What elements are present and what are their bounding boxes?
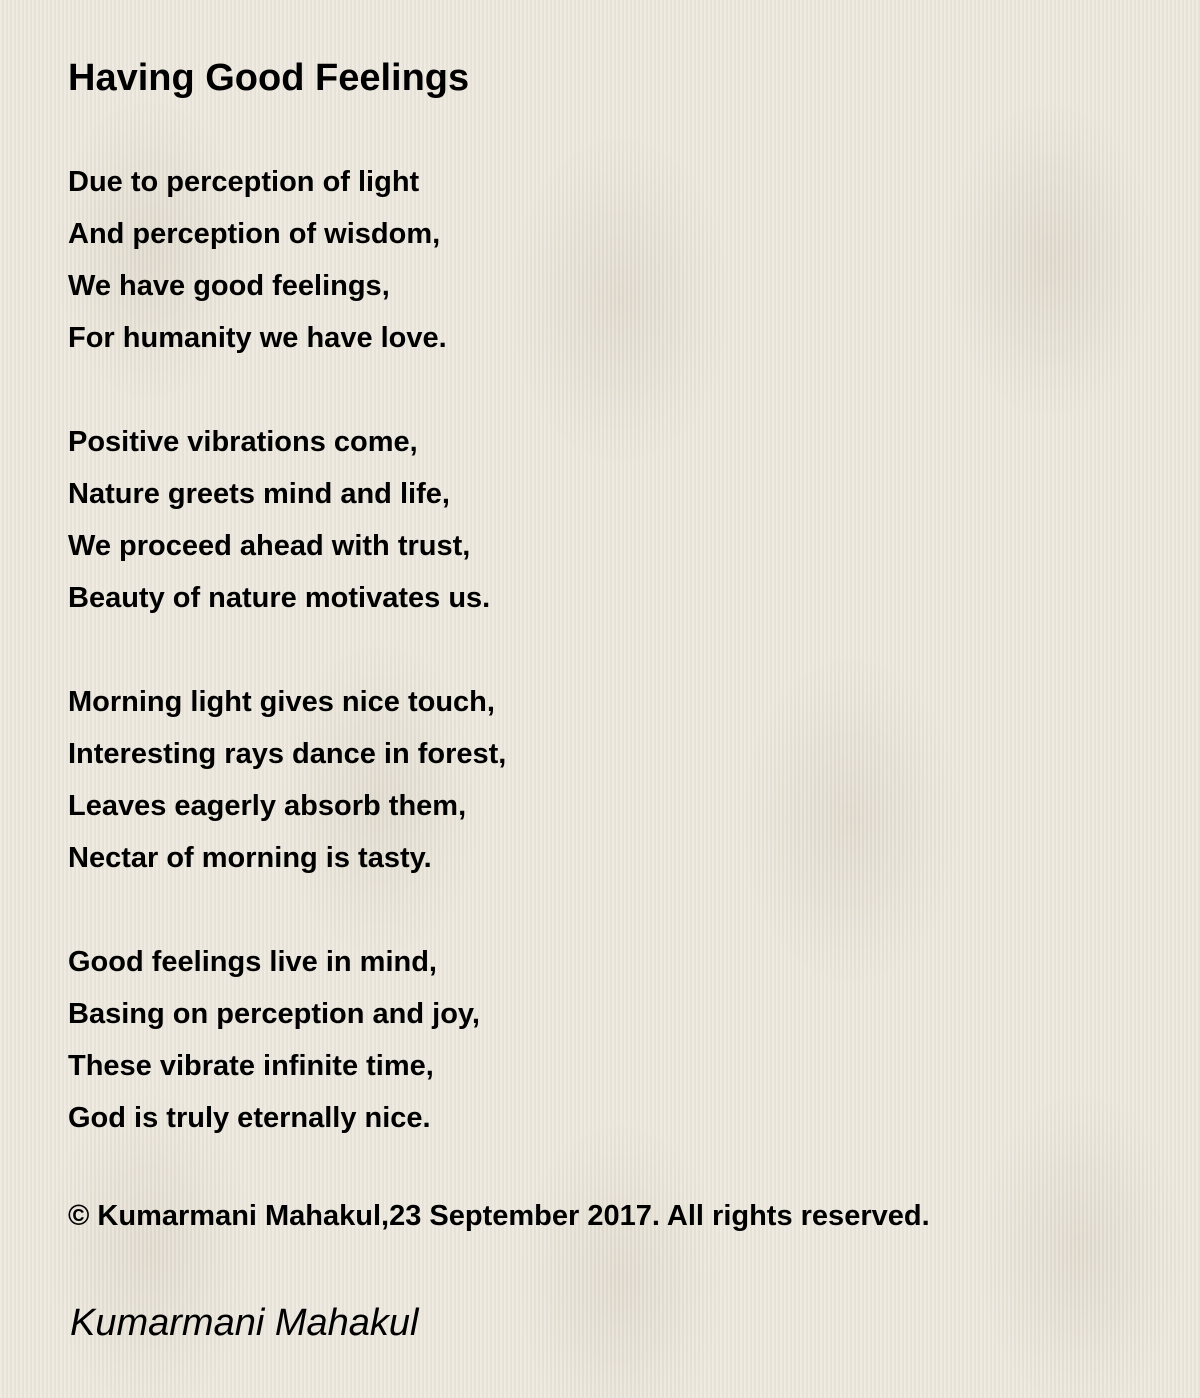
poem-line: Beauty of nature motivates us. xyxy=(68,582,491,614)
poem-line: Interesting rays dance in forest, xyxy=(68,738,507,770)
poem-line: For humanity we have love. xyxy=(68,322,447,354)
copyright-notice: © Kumarmani Mahakul,23 September 2017. All rights reserved. xyxy=(68,1200,930,1232)
author-signature: Kumarmani Mahakul xyxy=(70,1302,419,1344)
poem-line: Nectar of morning is tasty. xyxy=(68,842,432,874)
stanza-1 xyxy=(68,156,506,364)
stanza-4 xyxy=(68,936,506,1144)
poem-line: Good feelings live in mind, xyxy=(68,946,437,978)
poem-line: Basing on perception and joy, xyxy=(68,998,480,1030)
poem-line: God is truly eternally nice. xyxy=(68,1102,431,1134)
stanza-3 xyxy=(68,676,506,884)
poem-title: Having Good Feelings xyxy=(68,57,470,99)
poem-line: Nature greets mind and life, xyxy=(68,478,450,510)
poem-line: Morning light gives nice touch, xyxy=(68,686,495,718)
poem-line: We proceed ahead with trust, xyxy=(68,530,471,562)
poem-body xyxy=(68,156,506,1196)
poem-line: These vibrate infinite time, xyxy=(68,1050,434,1082)
stanza-2 xyxy=(68,416,506,624)
poem-line: And perception of wisdom, xyxy=(68,218,441,250)
poem-line: Leaves eagerly absorb them, xyxy=(68,790,467,822)
poem-line: We have good feelings, xyxy=(68,270,390,302)
poem-line: Positive vibrations come, xyxy=(68,426,418,458)
poem-line: Due to perception of light xyxy=(68,166,420,198)
